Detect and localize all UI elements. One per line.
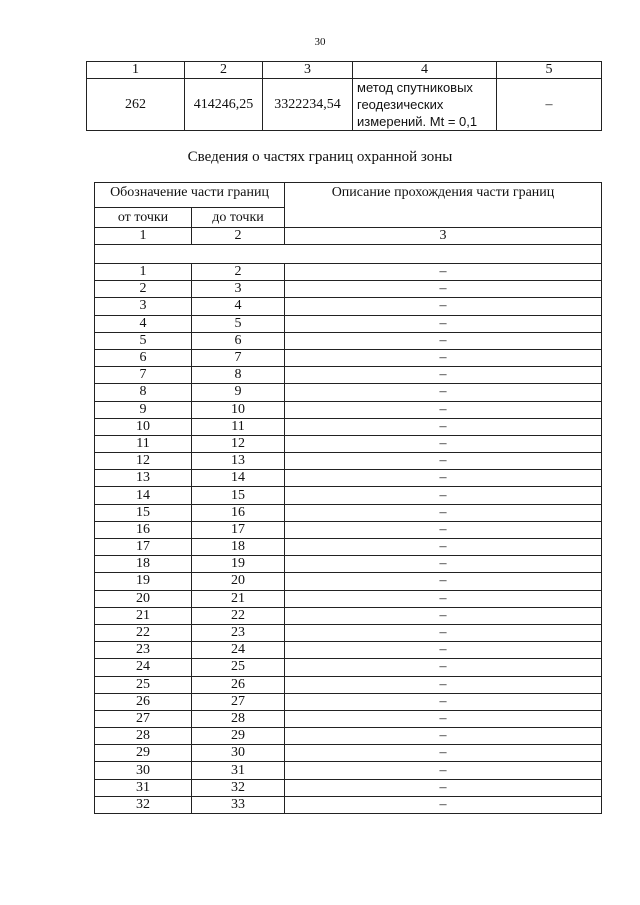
- from-point-cell: 6: [95, 349, 192, 366]
- to-point-cell: 3: [192, 281, 285, 298]
- table-row: [95, 796, 602, 813]
- spacer-row: [95, 245, 602, 264]
- from-point-cell: 32: [95, 796, 192, 813]
- table-row: [95, 281, 602, 298]
- to-point-cell: 27: [192, 693, 285, 710]
- from-point-cell: 26: [95, 693, 192, 710]
- coordinates-row: [87, 79, 602, 131]
- description-cell: –: [285, 521, 602, 538]
- to-point-cell: 22: [192, 607, 285, 624]
- table-row: [95, 384, 602, 401]
- table-row: [95, 315, 602, 332]
- table-row: [95, 556, 602, 573]
- from-point-cell: 13: [95, 470, 192, 487]
- table-row: [95, 418, 602, 435]
- to-point-cell: 19: [192, 556, 285, 573]
- table-row: [95, 642, 602, 659]
- from-point-cell: 4: [95, 315, 192, 332]
- description-cell: –: [285, 315, 602, 332]
- to-point-cell: 24: [192, 642, 285, 659]
- to-point-cell: 7: [192, 349, 285, 366]
- description-cell: –: [285, 418, 602, 435]
- table-row: [95, 762, 602, 779]
- to-point-cell: 18: [192, 539, 285, 556]
- to-point-cell: 16: [192, 504, 285, 521]
- description-cell: –: [285, 693, 602, 710]
- table-row: [95, 401, 602, 418]
- description-cell: –: [285, 624, 602, 641]
- to-point-cell: 26: [192, 676, 285, 693]
- from-point-cell: 30: [95, 762, 192, 779]
- description-cell: –: [285, 573, 602, 590]
- from-point-cell: 15: [95, 504, 192, 521]
- description-cell: –: [285, 470, 602, 487]
- table-row: [95, 332, 602, 349]
- header-to-point: до точки: [192, 208, 285, 228]
- from-point-cell: 25: [95, 676, 192, 693]
- description-cell: –: [285, 367, 602, 384]
- description-cell: –: [285, 659, 602, 676]
- from-point-cell: 28: [95, 728, 192, 745]
- table-row: [95, 264, 602, 281]
- to-point-cell: 12: [192, 435, 285, 452]
- to-point-cell: 21: [192, 590, 285, 607]
- to-point-cell: 17: [192, 521, 285, 538]
- col-header: 1: [87, 62, 185, 79]
- description-cell: –: [285, 487, 602, 504]
- from-point-cell: 3: [95, 298, 192, 315]
- table-row: [95, 573, 602, 590]
- table-row: [95, 659, 602, 676]
- from-point-cell: 14: [95, 487, 192, 504]
- col-header: 4: [353, 62, 497, 79]
- table-row: [95, 367, 602, 384]
- description-cell: –: [285, 349, 602, 366]
- description-cell: –: [285, 384, 602, 401]
- to-point-cell: 31: [192, 762, 285, 779]
- description-cell: –: [285, 281, 602, 298]
- to-point-cell: 10: [192, 401, 285, 418]
- from-point-cell: 31: [95, 779, 192, 796]
- from-point-cell: 8: [95, 384, 192, 401]
- coord-x: 414246,25: [185, 79, 263, 131]
- description-cell: –: [285, 539, 602, 556]
- description-cell: –: [285, 504, 602, 521]
- table-row: [95, 521, 602, 538]
- description-cell: –: [285, 298, 602, 315]
- coordinates-header-row: [87, 62, 602, 79]
- description-cell: –: [285, 762, 602, 779]
- to-point-cell: 25: [192, 659, 285, 676]
- col-header: 5: [497, 62, 602, 79]
- coordinates-table: [86, 61, 602, 131]
- from-point-cell: 9: [95, 401, 192, 418]
- from-point-cell: 27: [95, 710, 192, 727]
- to-point-cell: 20: [192, 573, 285, 590]
- table-row: [95, 624, 602, 641]
- table-row: [95, 693, 602, 710]
- from-point-cell: 16: [95, 521, 192, 538]
- from-point-cell: 23: [95, 642, 192, 659]
- col-number: 2: [192, 228, 285, 245]
- table-row: [95, 435, 602, 452]
- description-cell: –: [285, 590, 602, 607]
- col-header: 3: [263, 62, 353, 79]
- table-row: [95, 539, 602, 556]
- description-cell: –: [285, 779, 602, 796]
- description-cell: –: [285, 745, 602, 762]
- description-cell: –: [285, 453, 602, 470]
- to-point-cell: 13: [192, 453, 285, 470]
- to-point-cell: 6: [192, 332, 285, 349]
- table-row: [95, 590, 602, 607]
- table-row: [95, 453, 602, 470]
- description-cell: –: [285, 710, 602, 727]
- table-row: [95, 487, 602, 504]
- section-title: Сведения о частях границ охранной зоны: [187, 149, 453, 165]
- from-point-cell: 20: [95, 590, 192, 607]
- column-number-row: [95, 228, 602, 245]
- header-row: [95, 183, 602, 208]
- method-description: метод спутниковых геодезических измерений. Mt = 0,1: [353, 79, 497, 131]
- from-point-cell: 19: [95, 573, 192, 590]
- description-cell: –: [285, 264, 602, 281]
- table-row: [95, 728, 602, 745]
- col-header: 2: [185, 62, 263, 79]
- table-row: [95, 745, 602, 762]
- empty-cell: [95, 245, 602, 264]
- description-cell: –: [285, 607, 602, 624]
- to-point-cell: 23: [192, 624, 285, 641]
- to-point-cell: 15: [192, 487, 285, 504]
- description-cell: –: [285, 401, 602, 418]
- to-point-cell: 32: [192, 779, 285, 796]
- from-point-cell: 12: [95, 453, 192, 470]
- table-row: [95, 710, 602, 727]
- from-point-cell: 21: [95, 607, 192, 624]
- to-point-cell: 14: [192, 470, 285, 487]
- to-point-cell: 8: [192, 367, 285, 384]
- header-boundary-part: Обозначение части границ: [95, 183, 285, 208]
- from-point-cell: 29: [95, 745, 192, 762]
- table-row: [95, 676, 602, 693]
- to-point-cell: 33: [192, 796, 285, 813]
- from-point-cell: 1: [95, 264, 192, 281]
- from-point-cell: 11: [95, 435, 192, 452]
- col-number: 1: [95, 228, 192, 245]
- to-point-cell: 11: [192, 418, 285, 435]
- from-point-cell: 10: [95, 418, 192, 435]
- to-point-cell: 29: [192, 728, 285, 745]
- table-row: [95, 470, 602, 487]
- table-row: [95, 504, 602, 521]
- from-point-cell: 17: [95, 539, 192, 556]
- table-row: [95, 607, 602, 624]
- to-point-cell: 9: [192, 384, 285, 401]
- table-row: [95, 349, 602, 366]
- to-point-cell: 2: [192, 264, 285, 281]
- header-from-point: от точки: [95, 208, 192, 228]
- to-point-cell: 30: [192, 745, 285, 762]
- point-number: 262: [87, 79, 185, 131]
- table-row: [95, 298, 602, 315]
- description-cell: –: [285, 642, 602, 659]
- from-point-cell: 2: [95, 281, 192, 298]
- to-point-cell: 5: [192, 315, 285, 332]
- description-cell: –: [285, 435, 602, 452]
- page-number: 30: [314, 36, 326, 48]
- description-cell: –: [285, 728, 602, 745]
- coord-y: 3322234,54: [263, 79, 353, 131]
- col-number: 3: [285, 228, 602, 245]
- from-point-cell: 24: [95, 659, 192, 676]
- from-point-cell: 7: [95, 367, 192, 384]
- from-point-cell: 22: [95, 624, 192, 641]
- header-description: Описание прохождения части границ: [285, 183, 602, 228]
- from-point-cell: 18: [95, 556, 192, 573]
- to-point-cell: 4: [192, 298, 285, 315]
- description-cell: –: [285, 796, 602, 813]
- note-cell: –: [497, 79, 602, 131]
- from-point-cell: 5: [95, 332, 192, 349]
- description-cell: –: [285, 332, 602, 349]
- boundary-parts-table: [94, 182, 602, 814]
- description-cell: –: [285, 556, 602, 573]
- description-cell: –: [285, 676, 602, 693]
- to-point-cell: 28: [192, 710, 285, 727]
- table-row: [95, 779, 602, 796]
